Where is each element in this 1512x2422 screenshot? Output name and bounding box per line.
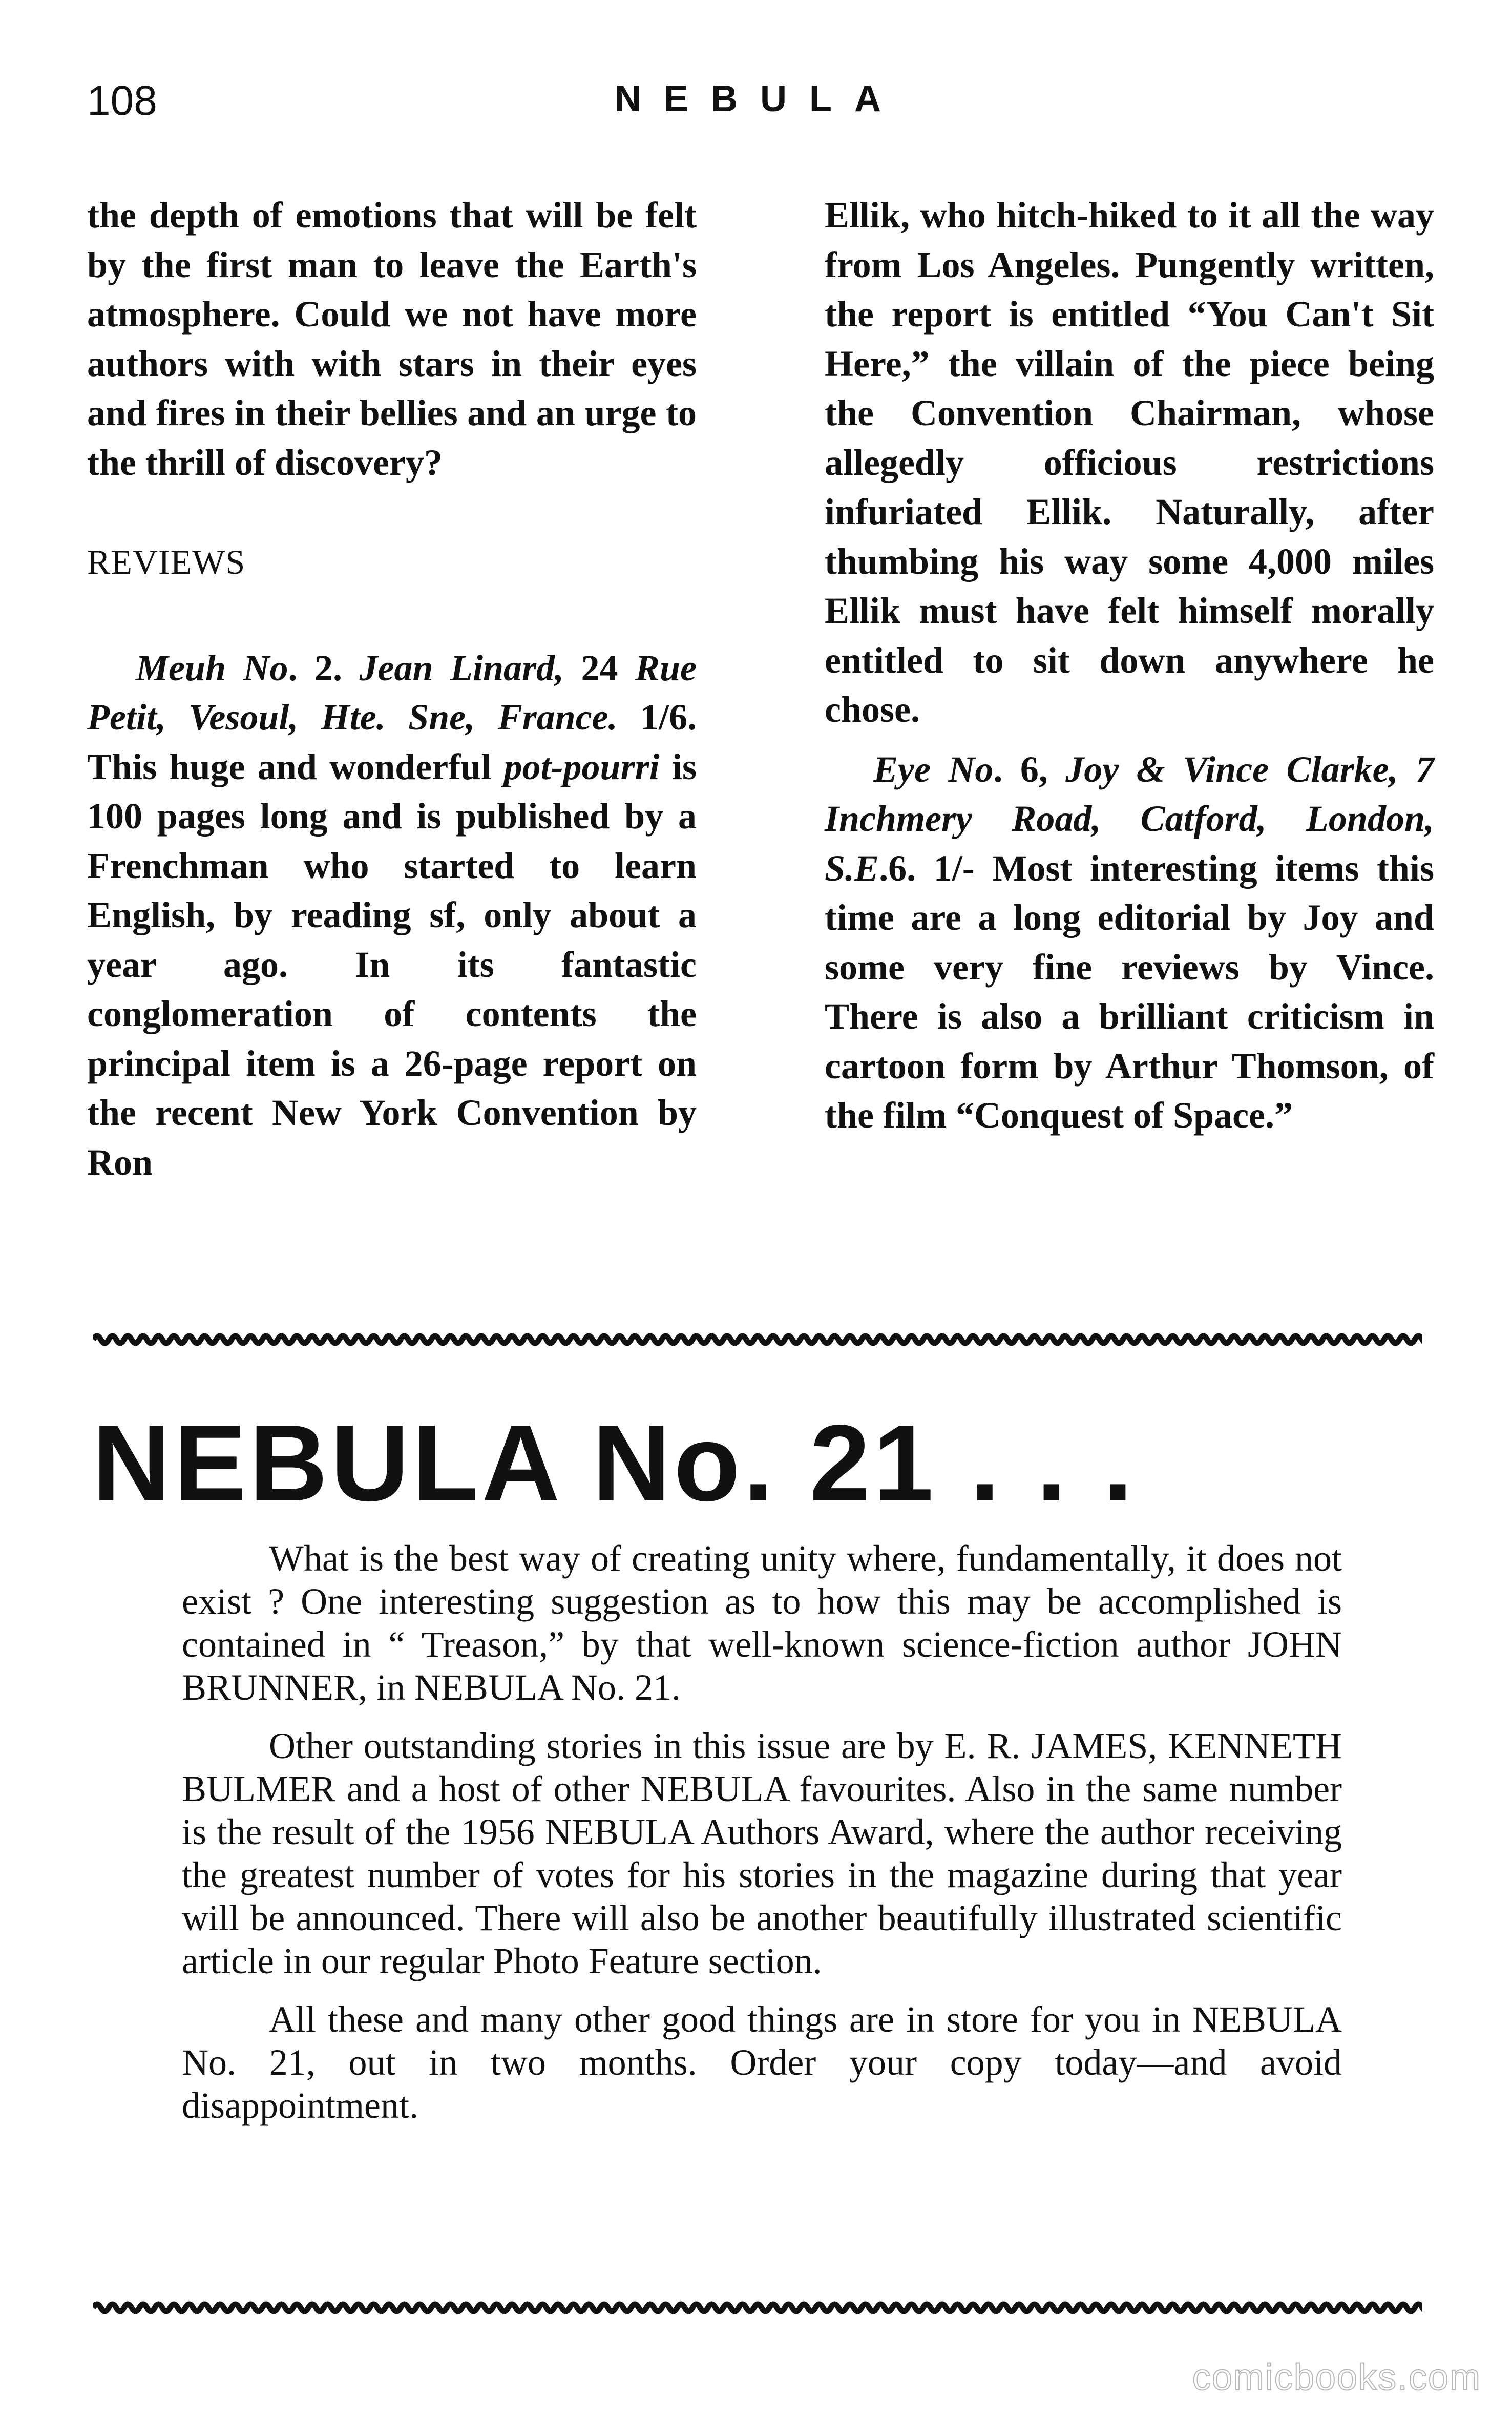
review-title: Eye No xyxy=(873,748,994,790)
page-number: 108 xyxy=(87,77,157,124)
watermark: comicbooks.com xyxy=(1192,2357,1481,2398)
review-address: Rue Petit, Vesoul, Hte. Sne, France. xyxy=(87,647,697,738)
advert-paragraph: Other outstanding stories in this issue are by E. R. JAMES, KENNETH BULMER and a host of other NEBULA favourites. Also in the same number is the result of the 1956 NEBULA Authors Award, where the author receiving the greatest number of votes for his stories in the magazine during that year will be announced. There will also be another beautifully illustrated scientific article in our regular Photo Feature section. xyxy=(182,1725,1342,1981)
advert-paragraph: All these and many other good things are in store for you in NEBULA No. 21, out in two months. Order your copy today—and avoid disappointment. xyxy=(182,1999,1342,2126)
advert-paragraph: What is the best way of creating unity where, fundamentally, it does not exist ? One interesting suggestion as to how this may be accomplished is contained in “ Treason,” by that well-known science-fiction author JOHN BRUNNER, in NEBULA No. 21. xyxy=(182,1538,1342,1708)
review-title: Meuh No xyxy=(136,647,288,688)
wavy-divider-top xyxy=(93,1329,1422,1350)
review-meuh xyxy=(87,643,697,1187)
page-header xyxy=(87,77,1429,138)
review-number: . 6, xyxy=(993,748,1066,790)
left-column xyxy=(87,191,697,1187)
review-price: 1/6. This huge and wonderful xyxy=(87,697,697,787)
review-body: .6. 1/- Most interesting items this time are a long editorial by Joy and some very fine reviews by Vince. There is also a brilliant criticism in cartoon form by Arthur Thomson, of the film “Conquest of Space.” xyxy=(825,847,1434,1136)
review-publisher: Joy & Vince Clarke, 7 Inchmery Road, Catford, London, S.E xyxy=(825,748,1435,889)
advert-title: NEBULA No. 21 . . . xyxy=(92,1402,1136,1523)
review-meuh-continued: Ellik, who hitch-hiked to it all the way from Los Angeles. Pungently written, the report is entitled “You Can't Sit Here,” the villain of the piece being the Convention Chairman, whose allegedly officious restrictions infuriated Ellik. Naturally, after thumbing his way some 4,000 miles Ellik must have felt himself morally entitled to sit down anywhere he chose. xyxy=(825,195,1434,730)
review-eye xyxy=(825,745,1434,1140)
wavy-divider-bottom xyxy=(93,2298,1422,2318)
review-publisher: Jean Linard, xyxy=(359,647,581,688)
continued-paragraph: the depth of emotions that will be felt by the first man to leave the Earth's atmosphere. Could we not have more authors with with stars in their eyes and fires in their bellies and an urge to the thrill of discovery? xyxy=(87,195,697,483)
advert-body xyxy=(182,1537,1342,2142)
running-head: NEBULA xyxy=(615,78,904,119)
review-number: . 2. xyxy=(288,647,360,688)
review-potpourri: pot-pourri xyxy=(503,746,660,787)
review-body: is 100 pages long and is published by a Frenchman who started to learn English, by reading sf, only about a year ago. In its fantastic conglomeration of contents the principal item is a 26-page report on the recent New York Convention by Ron xyxy=(87,746,697,1183)
review-address-number: 24 xyxy=(581,647,635,688)
right-column xyxy=(825,191,1434,1140)
reviews-heading: REVIEWS xyxy=(87,542,246,581)
